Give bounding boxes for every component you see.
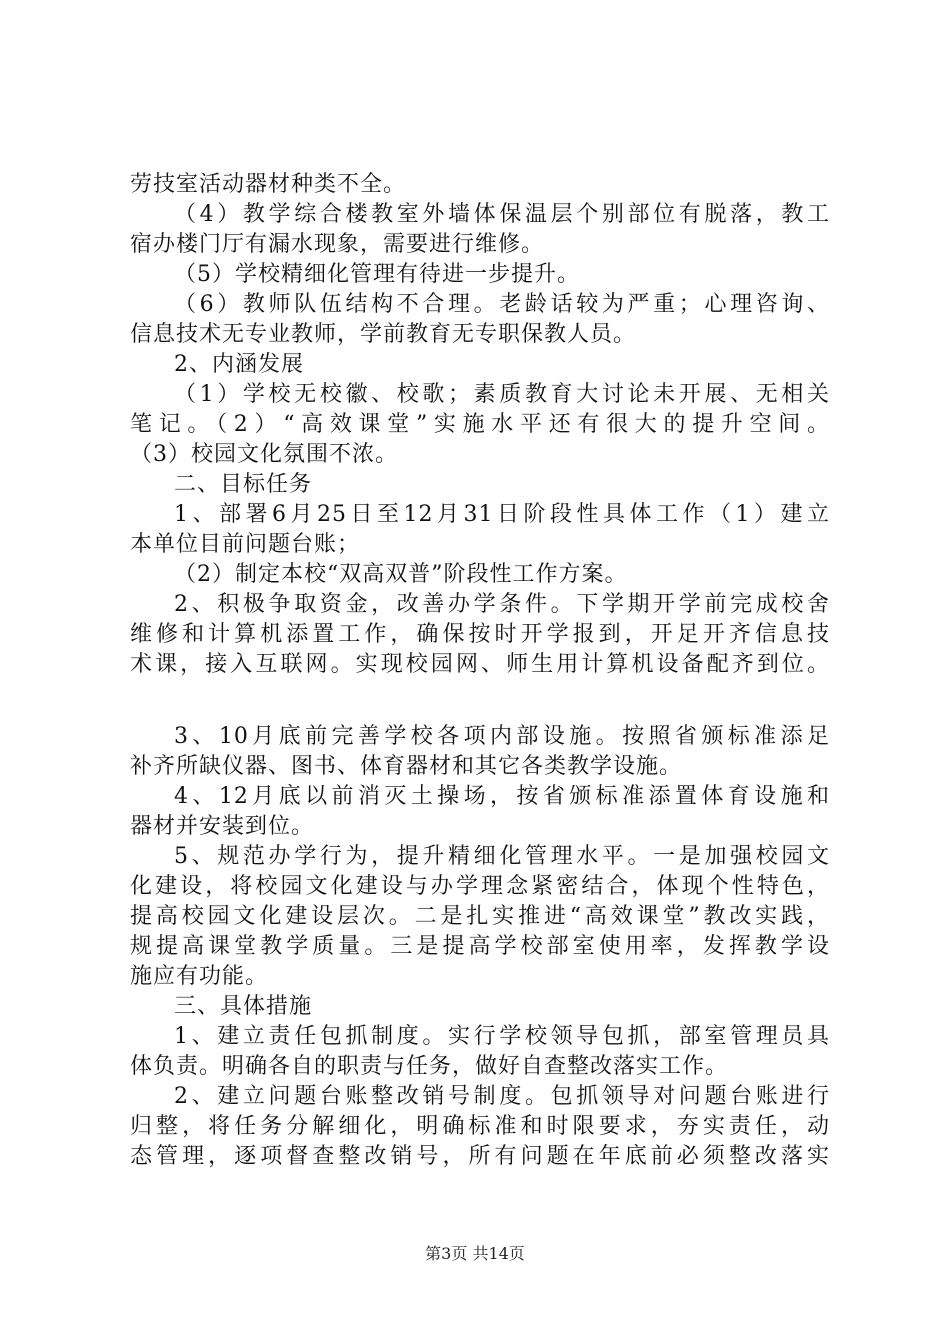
text-line: 宿办楼门厅有漏水现象，需要进行维修。 <box>130 232 545 257</box>
text-line: 维修和计算机添置工作，确保按时开学报到，开足开齐信息技 <box>130 622 830 647</box>
text-line: （2）制定本校“双高双普”阶段性工作方案。 <box>174 562 628 587</box>
text-line: 1、部署6月25日至12月31日阶段性具体工作（1）建立 <box>174 502 830 527</box>
page-footer: 第3页 共14页 <box>425 1244 525 1263</box>
text-line: 器材并安装到位。 <box>130 814 315 839</box>
text-line: 5、规范办学行为，提升精细化管理水平。一是加强校园文 <box>174 844 830 869</box>
text-line: 规提高课堂教学质量。三是提高学校部室使用率，发挥教学设 <box>130 934 830 959</box>
document-body <box>130 170 830 1172</box>
section-heading: 三、具体措施 <box>174 994 313 1019</box>
text-line: （1）学校无校徽、校歌；素质教育大讨论未开展、无相关 <box>174 382 830 407</box>
text-line: 施应有功能。 <box>130 964 269 989</box>
text-line: 信息技术无专业教师，学前教育无专职保教人员。 <box>130 322 637 347</box>
text-line: 术课，接入互联网。实现校园网、师生用计算机设备配齐到位。 <box>130 652 830 677</box>
text-line: 4、12月底以前消灭土操场，按省颁标准添置体育设施和 <box>174 784 830 809</box>
text-line: 1、建立责任包抓制度。实行学校领导包抓，部室管理员具 <box>174 1024 830 1049</box>
text-line: 化建设，将校园文化建设与办学理念紧密结合，体现个性特色， <box>130 874 830 899</box>
paragraph-gap <box>130 680 830 722</box>
section-heading: 二、目标任务 <box>174 472 313 497</box>
text-line: 劳技室活动器材种类不全。 <box>130 172 407 197</box>
text-line: 本单位目前问题台账； <box>130 532 361 557</box>
text-line: （3）校园文化氛围不浓。 <box>130 442 398 467</box>
text-line: 态管理，逐项督查整改销号，所有问题在年底前必须整改落实 <box>130 1144 830 1169</box>
text-line: 体负责。明确各自的职责与任务，做好自查整改落实工作。 <box>130 1054 729 1079</box>
text-line: 提高校园文化建设层次。二是扎实推进“高效课堂”教改实践， <box>130 904 830 929</box>
text-line: （5）学校精细化管理有待进一步提升。 <box>174 262 580 287</box>
text-line: 归整，将任务分解细化，明确标准和时限要求，夯实责任，动 <box>130 1114 830 1139</box>
text-line: 2、积极争取资金，改善办学条件。下学期开学前完成校舍 <box>174 592 830 617</box>
text-line: （6）教师队伍结构不合理。老龄话较为严重；心理咨询、 <box>174 292 830 317</box>
text-line: （4）教学综合楼教室外墙体保温层个别部位有脱落，教工 <box>174 202 830 227</box>
section-heading: 2、内涵发展 <box>174 352 304 377</box>
text-line: 补齐所缺仪器、图书、体育器材和其它各类教学设施。 <box>130 754 683 779</box>
text-line: 笔记。（2）“高效课堂”实施水平还有很大的提升空间。 <box>130 412 830 437</box>
text-line: 3、10月底前完善学校各项内部设施。按照省颁标准添足 <box>174 724 830 749</box>
text-line: 2、建立问题台账整改销号制度。包抓领导对问题台账进行 <box>174 1084 830 1109</box>
